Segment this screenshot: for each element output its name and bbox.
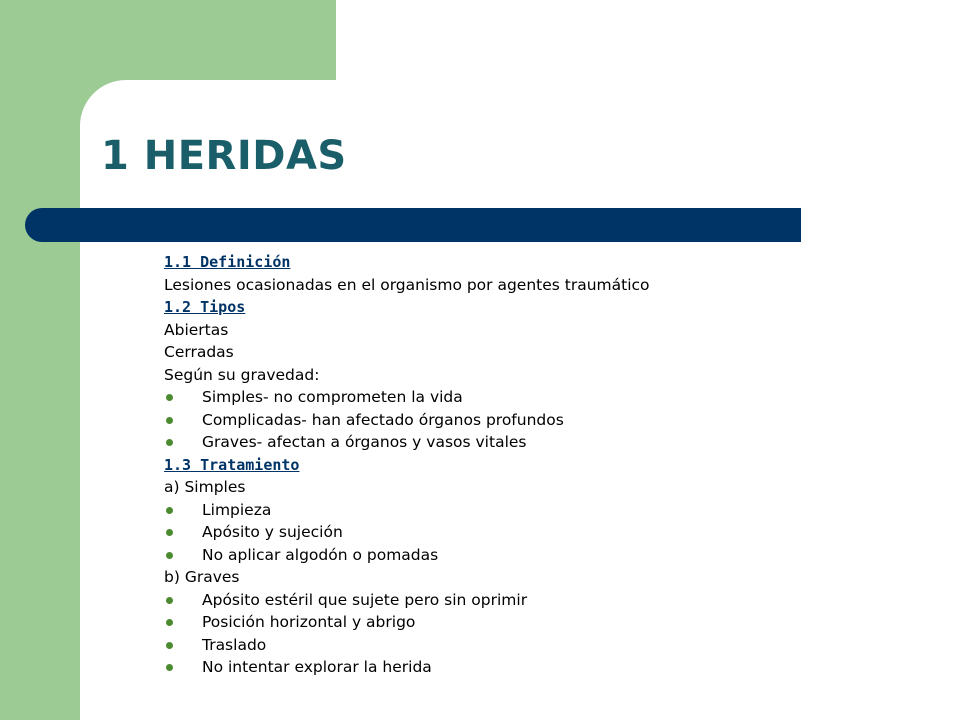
bullet-icon (166, 394, 173, 401)
bullet-icon (166, 642, 173, 649)
tipos-line-gravedad: Según su gravedad: (164, 365, 320, 384)
bullet-icon (166, 552, 173, 559)
title-underline-bar (25, 208, 801, 242)
tipos-line-abiertas: Abiertas (164, 320, 229, 339)
heading-tipos: 1.2 Tipos (164, 298, 246, 316)
bullet-icon (166, 439, 173, 446)
list-item-text: Apósito y sujeción (202, 523, 343, 541)
list-item-text: Complicadas- han afectado órganos profundos (202, 410, 564, 429)
bullet-icon (166, 619, 173, 626)
list-item (164, 611, 784, 634)
bullet-icon (166, 507, 173, 514)
list-item (164, 386, 784, 409)
list-item-text: Graves- afectan a órganos y vasos vitales (202, 433, 527, 451)
list-item-text: Traslado (202, 635, 267, 654)
heading-tratamiento: 1.3 Tratamiento (164, 455, 300, 474)
list-item (164, 499, 784, 522)
list-item (164, 431, 784, 454)
list-item-text: Simples- no comprometen la vida (202, 388, 463, 406)
bullet-icon (166, 664, 173, 671)
list-item-text: Posición horizontal y abrigo (202, 613, 416, 631)
slide-body (164, 251, 784, 679)
definicion-text: Lesiones ocasionadas en el organismo por agentes traumático (164, 275, 650, 294)
tratamiento-graves-label: b) Graves (164, 568, 240, 586)
tratamiento-simples-label: a) Simples (164, 478, 246, 496)
bullet-icon (166, 597, 173, 604)
list-item-text: No intentar explorar la herida (202, 658, 432, 676)
list-item-text: Apósito estéril que sujete pero sin oprimir (202, 590, 528, 609)
bullet-icon (166, 529, 173, 536)
list-item (164, 409, 784, 432)
list-item-text: Limpieza (202, 500, 272, 519)
list-item (164, 521, 784, 544)
bullet-icon (166, 417, 173, 424)
slide-title: 1 HERIDAS (101, 133, 347, 179)
list-item (164, 634, 784, 657)
heading-definicion: 1.1 Definición (164, 253, 291, 271)
list-item (164, 589, 784, 612)
tipos-line-cerradas: Cerradas (164, 343, 234, 361)
list-item (164, 656, 784, 679)
list-item (164, 544, 784, 567)
list-item-text: No aplicar algodón o pomadas (202, 545, 439, 564)
